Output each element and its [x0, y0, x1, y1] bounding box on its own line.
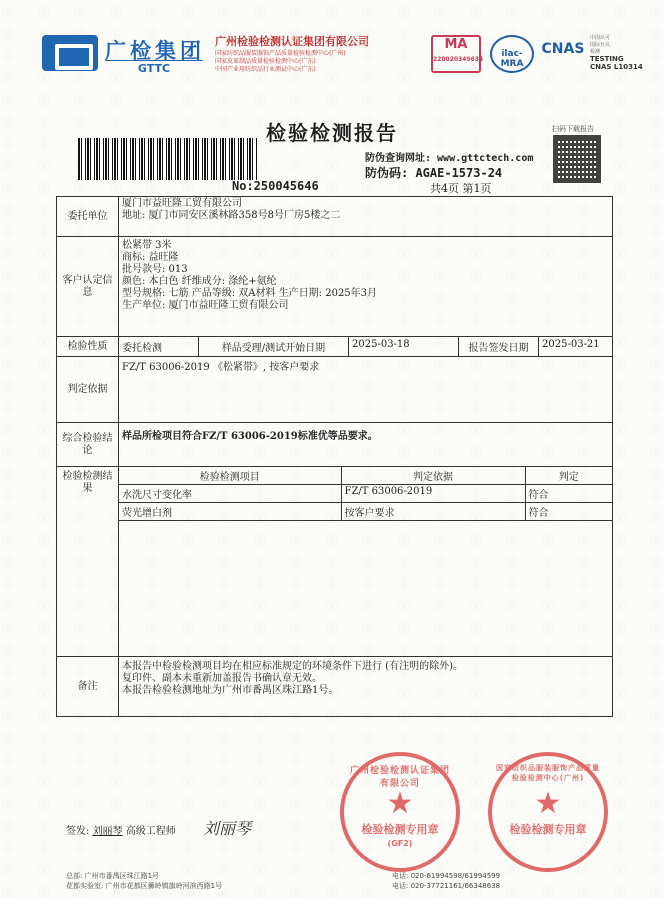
cnas-side-text — [590, 35, 643, 72]
sample-line: 松紧带 3米 — [122, 240, 172, 251]
footer-lab-address: 花都实验室: 广州市花都区狮岭镇旗岭河滨西路1号 — [66, 882, 223, 890]
sample-line: 颜色: 本白色 纤维成分: 涤纶+氨纶 — [122, 276, 277, 287]
cnas-line: 国际互认 — [590, 42, 611, 48]
sub-center-line: 国家皮革制品质量检验检测中心(广东) — [215, 58, 316, 65]
report-table — [56, 196, 613, 717]
sub-center-line: 中国产业用纺织品行业测试中心(广东) — [215, 66, 316, 73]
remark-line: 本报告中检验检测项目均在相应标准规定的环境条件下进行 (有注明的除外)。 — [122, 661, 463, 672]
cma-number: 220020349634 — [433, 56, 484, 63]
qr-label: 扫码下载报告 — [552, 125, 594, 133]
handwritten-signature: 刘丽琴 — [203, 819, 252, 838]
cma-label: MA — [444, 37, 468, 52]
issue-label: 报告签发日期 — [459, 337, 539, 357]
basis-row — [57, 357, 613, 423]
signature-label: 签发: — [66, 826, 90, 837]
signer-title: 高级工程师 — [125, 826, 176, 837]
star-icon: ★ — [534, 786, 562, 821]
stamp-text: 检验检测专用章 — [509, 823, 587, 836]
sample-line: 批号款号: 013 — [122, 264, 188, 275]
sub-center-line: 国家纺织品服装服饰产品质量检验检测中心(广州) — [215, 50, 346, 57]
results-cell — [119, 467, 613, 657]
ilac-mra-mark: ilac-MRA — [490, 35, 534, 73]
cnas-line: CNAS L10314 — [590, 63, 643, 71]
sample-cell — [119, 237, 613, 337]
cnas-line: 中国认可 — [590, 35, 611, 41]
issue-value: 2025-03-21 — [539, 337, 613, 357]
signature-line — [66, 822, 176, 837]
client-cell — [119, 197, 613, 237]
sample-row — [57, 237, 613, 337]
signer-name: 刘丽琴 — [92, 826, 123, 837]
receive-label: 样品受理/测试开始日期 — [199, 337, 349, 357]
report-title: 检验检测报告 — [266, 121, 398, 145]
client-name: 厦门市益旺隆工贸有限公司 — [122, 198, 242, 209]
footer-phone-2: 电话: 020-37721161/66348638 — [392, 882, 501, 890]
result-basis: FZ/T 63006-2019 — [341, 485, 525, 503]
sample-label: 客户认定信息 — [57, 237, 119, 337]
results-table — [119, 467, 612, 521]
star-icon: ★ — [386, 786, 414, 821]
gttc-logo-icon — [42, 35, 98, 71]
footer-phone-1: 电话: 020-61994598/61994599 — [392, 872, 501, 880]
remarks-row — [57, 657, 613, 717]
anti-fake-code: 防伪码: AGAE-1573-24 — [365, 166, 503, 180]
client-row — [57, 197, 613, 237]
client-address: 地址: 厦门市同安区溪林路358号8号厂房5楼之二 — [122, 210, 341, 221]
result-basis: 按客户要求 — [341, 503, 525, 521]
cma-certification-mark — [431, 35, 484, 73]
table-row — [119, 485, 612, 503]
conclusion-label: 综合检验结论 — [57, 423, 119, 467]
results-header: 判定依据 — [341, 467, 525, 485]
company-name: 广州检验检测认证集团有限公司 — [215, 35, 369, 48]
conclusion-row — [57, 423, 613, 467]
conclusion-value: 样品所检项目符合FZ/T 63006-2019标准优等品要求。 — [119, 423, 613, 467]
remarks-cell — [119, 657, 613, 717]
stamp-text: 检验检测专用章 — [361, 823, 439, 836]
remarks-label: 备注 — [57, 657, 119, 717]
company-seal-stamp — [340, 752, 460, 872]
report-number: No:250045646 — [232, 179, 319, 193]
stamp-ring-text: 国家纺织品服装服饰产品质量检验检测中心(广州) — [496, 764, 600, 782]
client-label: 委托单位 — [57, 197, 119, 237]
result-item: 荧光增白剂 — [119, 503, 341, 521]
qr-code-icon[interactable] — [553, 135, 601, 183]
remark-line: 本报告检验检测地址为广州市番禺区珠江路1号。 — [122, 685, 339, 696]
cnas-mark: CNAS — [541, 41, 585, 57]
result-item: 水洗尺寸变化率 — [119, 485, 341, 503]
stamp-sub: (GF2) — [387, 839, 413, 848]
nature-row — [57, 337, 613, 357]
footer-hq-address: 总部: 广州市番禺区珠江路1号 — [66, 872, 160, 880]
basis-value: FZ/T 63006-2019 《松紧带》, 按客户要求 — [119, 357, 613, 423]
page-info: 共4页 第1页 — [430, 182, 492, 195]
basis-label: 判定依据 — [57, 357, 119, 423]
results-label: 检验检测结果 — [57, 467, 119, 657]
cnas-line: 检测 — [590, 49, 601, 55]
results-header: 检验检测项目 — [119, 467, 341, 485]
results-row — [57, 467, 613, 657]
nature-value: 委托检测 — [119, 337, 199, 357]
sample-line: 生产单位: 厦门市益旺隆工贸有限公司 — [122, 300, 289, 311]
receive-value: 2025-03-18 — [349, 337, 459, 357]
sample-line: 型号规格: 七筋 产品等级: 双A材料 生产日期: 2025年3月 — [122, 288, 378, 299]
anti-fake-url: 防伪查询网址: www.gttctech.com — [365, 153, 534, 164]
result-verdict: 符合 — [525, 503, 612, 521]
center-seal-stamp — [488, 752, 608, 872]
logo-english-text: GTTC — [105, 60, 203, 75]
nature-label: 检验性质 — [57, 337, 119, 357]
results-header: 判定 — [525, 467, 612, 485]
remark-line: 复印件、副本未重新加盖报告书确认章无效。 — [122, 673, 322, 684]
stamp-ring-text: 广州检验检测认证集团有限公司 — [349, 766, 450, 789]
table-row — [119, 503, 612, 521]
sample-line: 商标: 益旺隆 — [122, 252, 179, 263]
barcode-icon — [78, 138, 258, 180]
result-verdict: 符合 — [525, 485, 612, 503]
results-header-row — [119, 467, 612, 485]
cnas-line: TESTING — [590, 55, 624, 63]
logo-chinese-text: 广检集团 — [105, 39, 205, 63]
